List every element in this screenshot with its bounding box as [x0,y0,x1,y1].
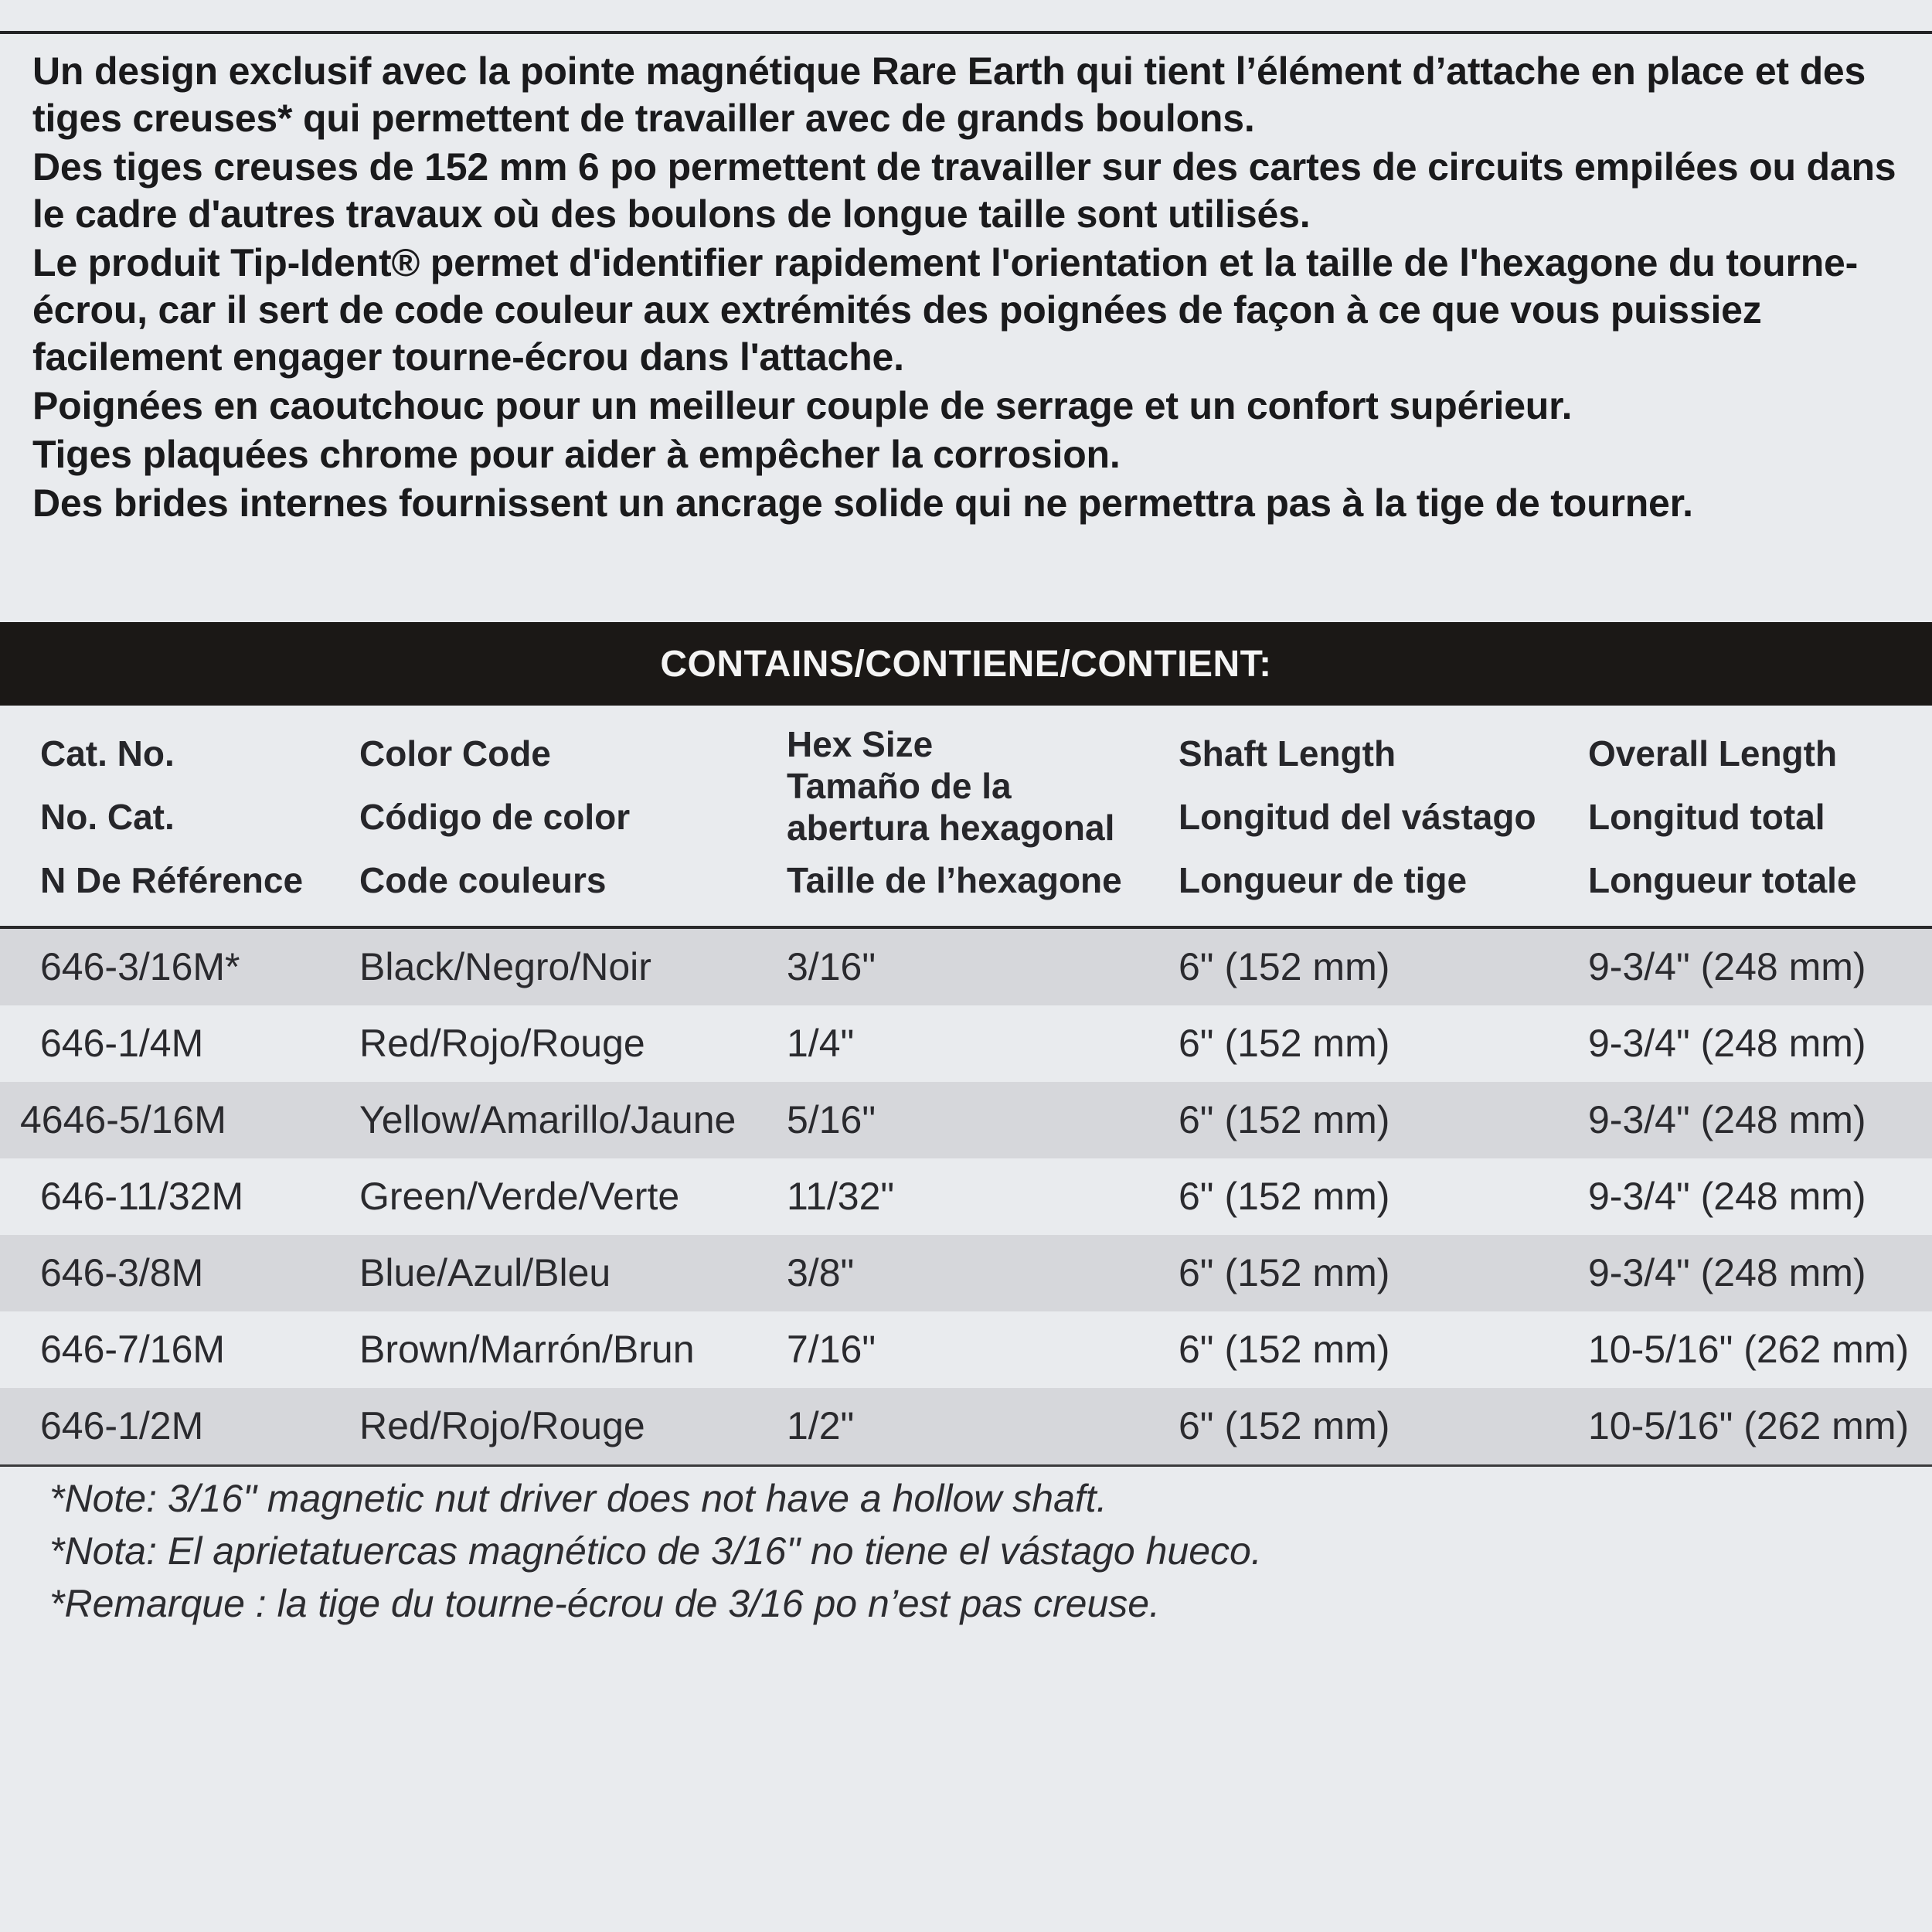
feature-item: Des brides internes fournissent un ancrage solide qui ne permettra pas à la tige de tourner. [32,481,1693,525]
shaft-length-cell: 6" (152 mm) [1179,1404,1390,1447]
cat-no-cell: 646-3/8M [40,1251,204,1294]
cat-no-cell: 646-3/16M* [40,945,240,988]
footnote-es: *Nota: El aprietatuercas magnético de 3/16" no tiene el vástago hueco. [49,1529,1262,1573]
header-line: Longitud del vástago [1179,797,1536,837]
contents-table [0,706,1932,1467]
hex-size-cell: 7/16" [787,1328,876,1371]
header-line: Longitud total [1588,797,1825,837]
header-overall-length [1588,706,1928,926]
header-line: Color Code [359,733,551,774]
table-header [0,706,1932,929]
header-line: Longueur de tige [1179,860,1468,900]
top-rule [0,31,1932,34]
cat-no-cell: 646-11/32M [40,1175,244,1218]
hex-size-cell: 11/32" [787,1175,895,1218]
header-line: Longueur totale [1588,860,1857,900]
header-line: No. Cat. [40,797,175,837]
feature-item: Tiges plaquées chrome pour aider à empêcher la corrosion. [32,433,1121,476]
overall-length-cell: 9-3/4" (248 mm) [1588,1022,1866,1065]
feature-item: Poignées en caoutchouc pour un meilleur couple de serrage et un confort supérieur. [32,384,1573,427]
feature-item: Le produit Tip-Ident® permet d'identifier rapidement l'orientation et la taille de l'hexagone du tourne-écrou, car il sert de code couleur aux extrémités des poignées de façon à ce que vous puissiez facilement engager tourne-écrou dans l'attache. [32,241,1859,379]
header-line: Shaft Length [1179,733,1396,774]
table-row [0,1158,1932,1235]
shaft-length-cell: 6" (152 mm) [1179,1022,1390,1065]
header-line: Cat. No. [40,733,175,774]
header-cat-no [40,706,349,926]
header-shaft-length [1179,706,1580,926]
footnotes [49,1472,1904,1630]
table-row [0,1388,1932,1464]
table-row [0,1235,1932,1311]
footnote-fr: *Remarque : la tige du tourne-écrou de 3/16 po n’est pas creuse. [49,1582,1160,1625]
header-line: Code couleurs [359,860,607,900]
table-bottom-rule [0,1464,1932,1467]
hex-size-cell: 3/8" [787,1251,855,1294]
color-code-cell: Green/Verde/Verte [359,1175,680,1218]
cat-no-cell: 646-7/16M [40,1328,226,1371]
header-hex-size [787,706,1173,926]
shaft-length-cell: 6" (152 mm) [1179,1098,1390,1141]
table-row [0,929,1932,1005]
contents-banner [0,622,1932,706]
header-line: abertura hexagonal [787,808,1115,848]
header-line: Taille de l’hexagone [787,860,1122,900]
overall-length-cell: 9-3/4" (248 mm) [1588,945,1866,988]
header-line: Código de color [359,797,631,837]
header-line: Tamaño de la [787,766,1012,806]
hex-size-cell: 1/4" [787,1022,855,1065]
overall-length-cell: 10-5/16" (262 mm) [1588,1404,1910,1447]
header-line: Overall Length [1588,733,1838,774]
color-code-cell: Red/Rojo/Rouge [359,1022,645,1065]
shaft-length-cell: 6" (152 mm) [1179,1175,1390,1218]
overall-length-cell: 9-3/4" (248 mm) [1588,1098,1866,1141]
cat-no-cell: 646-1/4M [40,1022,204,1065]
feature-item: Des tiges creuses de 152 mm 6 po permettent de travailler sur des cartes de circuits empilées ou dans le cadre d'autres travaux où des boulons de longue taille sont utilisés. [32,145,1896,236]
color-code-cell: Brown/Marrón/Brun [359,1328,695,1371]
overall-length-cell: 9-3/4" (248 mm) [1588,1251,1866,1294]
hex-size-cell: 5/16" [787,1098,876,1141]
shaft-length-cell: 6" (152 mm) [1179,1328,1390,1371]
overall-length-cell: 9-3/4" (248 mm) [1588,1175,1866,1218]
header-line: Hex Size [787,724,934,764]
color-code-cell: Red/Rojo/Rouge [359,1404,645,1447]
overall-length-cell: 10-5/16" (262 mm) [1588,1328,1910,1371]
header-color-code [359,706,777,926]
table-row [0,1311,1932,1388]
contents-banner-title: CONTAINS/CONTIENE/CONTIENT: [660,643,1272,685]
feature-list [32,48,1918,529]
header-line: N De Référence [40,860,304,900]
feature-item: Un design exclusif avec la pointe magnétique Rare Earth qui tient l’élément d’attache en place et des tiges creuses* qui permettent de travailler avec de grands boulons. [32,49,1866,140]
footnote-en: *Note: 3/16" magnetic nut driver does not have a hollow shaft. [49,1477,1107,1520]
shaft-length-cell: 6" (152 mm) [1179,945,1390,988]
hex-size-cell: 1/2" [787,1404,855,1447]
color-code-cell: Yellow/Amarillo/Jaune [359,1098,736,1141]
hex-size-cell: 3/16" [787,945,876,988]
color-code-cell: Black/Negro/Noir [359,945,651,988]
table-row [0,1082,1932,1158]
color-code-cell: Blue/Azul/Bleu [359,1251,611,1294]
table-row [0,1005,1932,1082]
shaft-length-cell: 6" (152 mm) [1179,1251,1390,1294]
cat-no-cell: 4646-5/16M [20,1098,226,1141]
cat-no-cell: 646-1/2M [40,1404,204,1447]
